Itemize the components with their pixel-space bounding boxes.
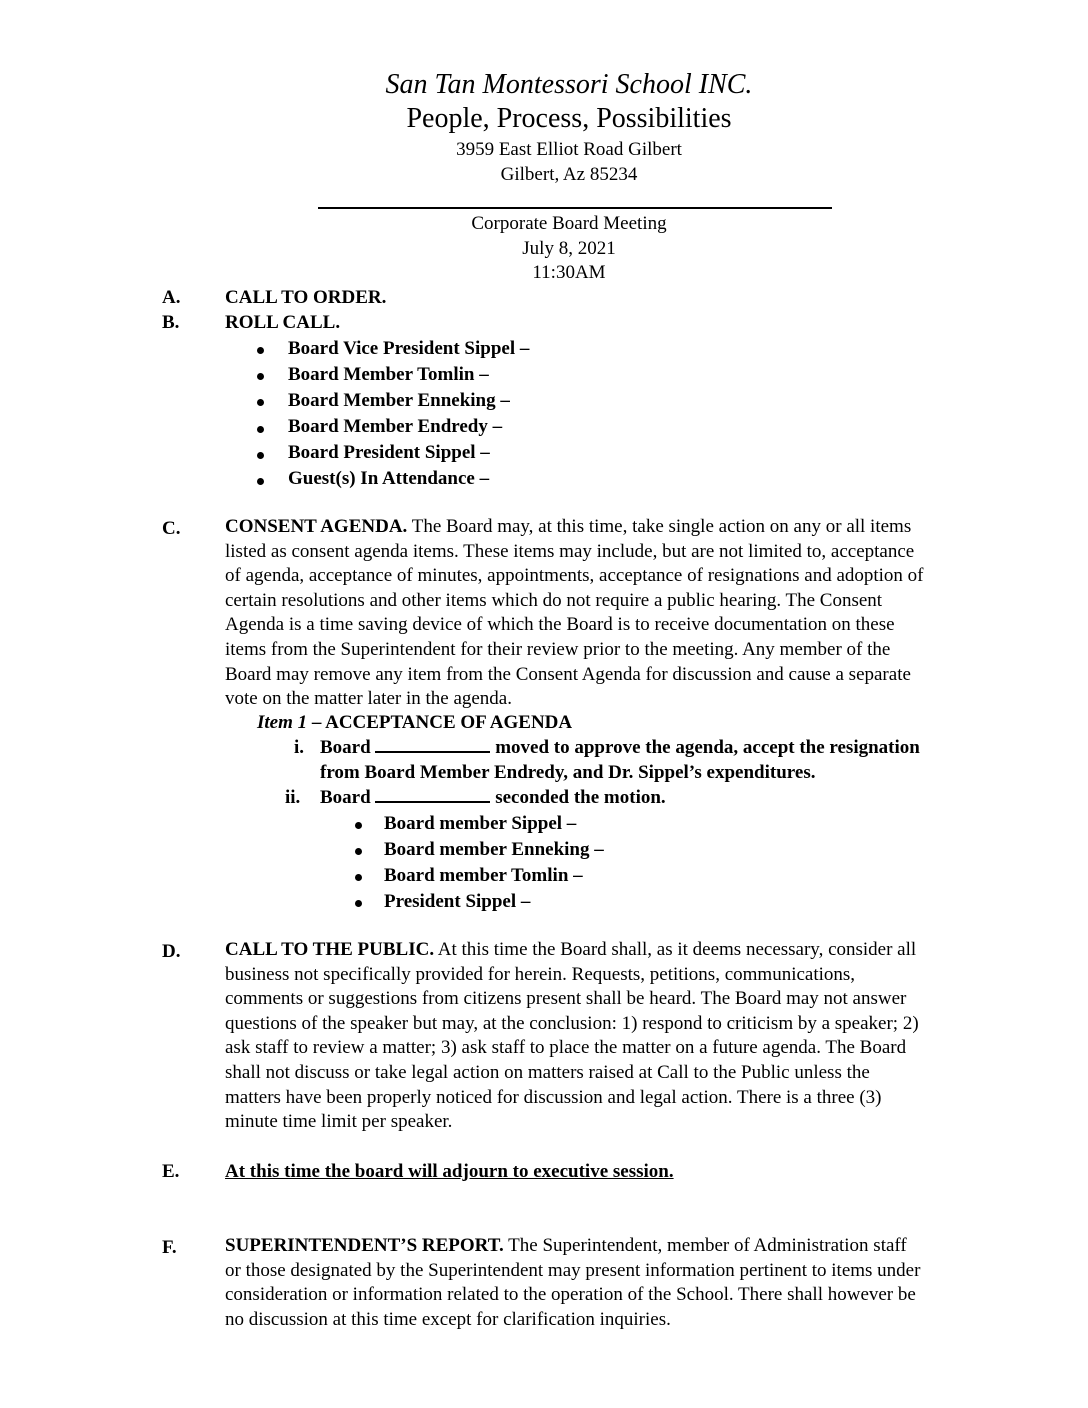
item-1-heading	[257, 712, 572, 734]
bullet-icon	[257, 426, 264, 433]
section-b-letter: B.	[162, 312, 180, 333]
section-b-title: ROLL CALL.	[225, 312, 341, 333]
roll-call-item: Board Vice President Sippel –	[288, 338, 530, 359]
bullet-icon	[257, 399, 264, 406]
section-a-title: CALL TO ORDER.	[225, 287, 387, 308]
section-d-line: ask staff to review a matter; 3) ask staff to place the matter on a future agenda. The Board	[225, 1037, 907, 1059]
meeting-date: July 8, 2021	[522, 238, 616, 259]
roll-call-item: Board Member Enneking –	[288, 390, 510, 411]
sub-item-ii-num: ii.	[285, 787, 301, 808]
item-1-title: – ACCEPTANCE OF AGENDA	[307, 712, 573, 733]
section-c-line: Board may remove any item from the Consent Agenda for discussion and cause a separate	[225, 663, 911, 685]
section-c-line: certain resolutions and other items which do not require a public hearing. The Consent	[225, 589, 883, 611]
vote-item: Board member Tomlin –	[384, 865, 583, 886]
section-d-line: questions of the speaker but may, at the conclusion: 1) respond to criticism by a speaker; 2)	[225, 1012, 919, 1034]
sub-item-ii	[320, 787, 666, 809]
section-d-line: matters have been properly noticed for discussion and legal action. There is a three (3)	[225, 1086, 882, 1108]
section-a-letter: A.	[162, 287, 181, 308]
roll-call-item: Board Member Endredy –	[288, 416, 503, 437]
sub-item-i	[320, 737, 920, 759]
blank-line	[375, 737, 490, 753]
section-c-body	[225, 515, 924, 712]
section-c-letter: C.	[162, 518, 181, 539]
vote-item: Board member Sippel –	[384, 813, 577, 834]
bullet-icon	[355, 848, 362, 855]
bullet-icon	[257, 452, 264, 459]
section-c-line: Agenda is a time saving device of which the Board is to receive documentation on these	[225, 614, 895, 636]
section-f-title: SUPERINTENDENT’S REPORT.	[225, 1235, 504, 1256]
section-f-body	[225, 1234, 920, 1332]
blank-line	[375, 787, 490, 803]
header-divider	[318, 207, 832, 209]
roll-call-item: Guest(s) In Attendance –	[288, 468, 490, 489]
section-f-letter: F.	[162, 1237, 177, 1258]
section-d-line: comments or suggestions from citizens present shall be heard. The Board may not answer	[225, 988, 907, 1010]
roll-call-item: Board President Sippel –	[288, 442, 490, 463]
bullet-icon	[257, 373, 264, 380]
bullet-icon	[355, 822, 362, 829]
address-line-2: Gilbert, Az 85234	[500, 164, 638, 185]
section-e-letter: E.	[162, 1161, 180, 1182]
sub-item-i-num: i.	[294, 737, 305, 758]
section-c-title: CONSENT AGENDA.	[225, 516, 408, 537]
address-line-1: 3959 East Elliot Road Gilbert	[456, 139, 682, 160]
sub-item-i-text: moved to approve the agenda, accept the resignation	[495, 737, 920, 758]
bullet-icon	[355, 874, 362, 881]
bullet-icon	[257, 478, 264, 485]
school-motto: People, Process, Possibilities	[406, 103, 732, 134]
section-f-line: The Superintendent, member of Administration staff	[503, 1235, 907, 1256]
vote-item: Board member Enneking –	[384, 839, 604, 860]
section-c-line: listed as consent agenda items. These items may include, but are not limited to, acceptance	[225, 540, 915, 562]
section-f-line: no discussion at this time except for clarification inquiries.	[225, 1308, 671, 1330]
section-d-letter: D.	[162, 941, 181, 962]
section-d-body	[225, 938, 919, 1135]
sub-item-ii-text: seconded the motion.	[495, 787, 666, 808]
bullet-icon	[355, 900, 362, 907]
section-c-line: items from the Superintendent for their review prior to the meeting. Any member of the	[225, 638, 891, 660]
bullet-icon	[257, 347, 264, 354]
section-d-line: business not specifically provided for herein. Requests, petitions, communications,	[225, 963, 856, 985]
section-d-title: CALL TO THE PUBLIC.	[225, 939, 435, 960]
section-c-line: vote on the matter later in the agenda.	[225, 688, 512, 710]
section-d-line: At this time the Board shall, as it deems necessary, consider all	[434, 939, 917, 960]
vote-item: President Sippel –	[384, 891, 531, 912]
section-c-line: of agenda, acceptance of minutes, appointments, acceptance of resignations and adoption of	[225, 565, 924, 587]
meeting-title: Corporate Board Meeting	[471, 213, 667, 234]
sub-item-i-continued: from Board Member Endredy, and Dr. Sippel’s expenditures.	[320, 762, 816, 783]
sub-item-i-board: Board	[320, 737, 371, 758]
item-1-label: Item 1	[257, 712, 308, 733]
section-d-line: minute time limit per speaker.	[225, 1111, 453, 1133]
school-name: San Tan Montessori School INC.	[385, 69, 753, 100]
meeting-time: 11:30AM	[532, 262, 606, 283]
section-d-line: shall not discuss or take legal action on matters raised at Call to the Public unless the	[225, 1061, 870, 1083]
section-f-line: consideration or information related to the operation of the School. There shall however be	[225, 1284, 916, 1306]
sub-item-ii-board: Board	[320, 787, 371, 808]
section-e-title: At this time the board will adjourn to executive session.	[225, 1161, 674, 1182]
section-c-line: The Board may, at this time, take single action on any or all items	[407, 516, 912, 537]
roll-call-item: Board Member Tomlin –	[288, 364, 489, 385]
section-f-line: or those designated by the Superintendent may present information pertinent to items under	[225, 1259, 921, 1281]
